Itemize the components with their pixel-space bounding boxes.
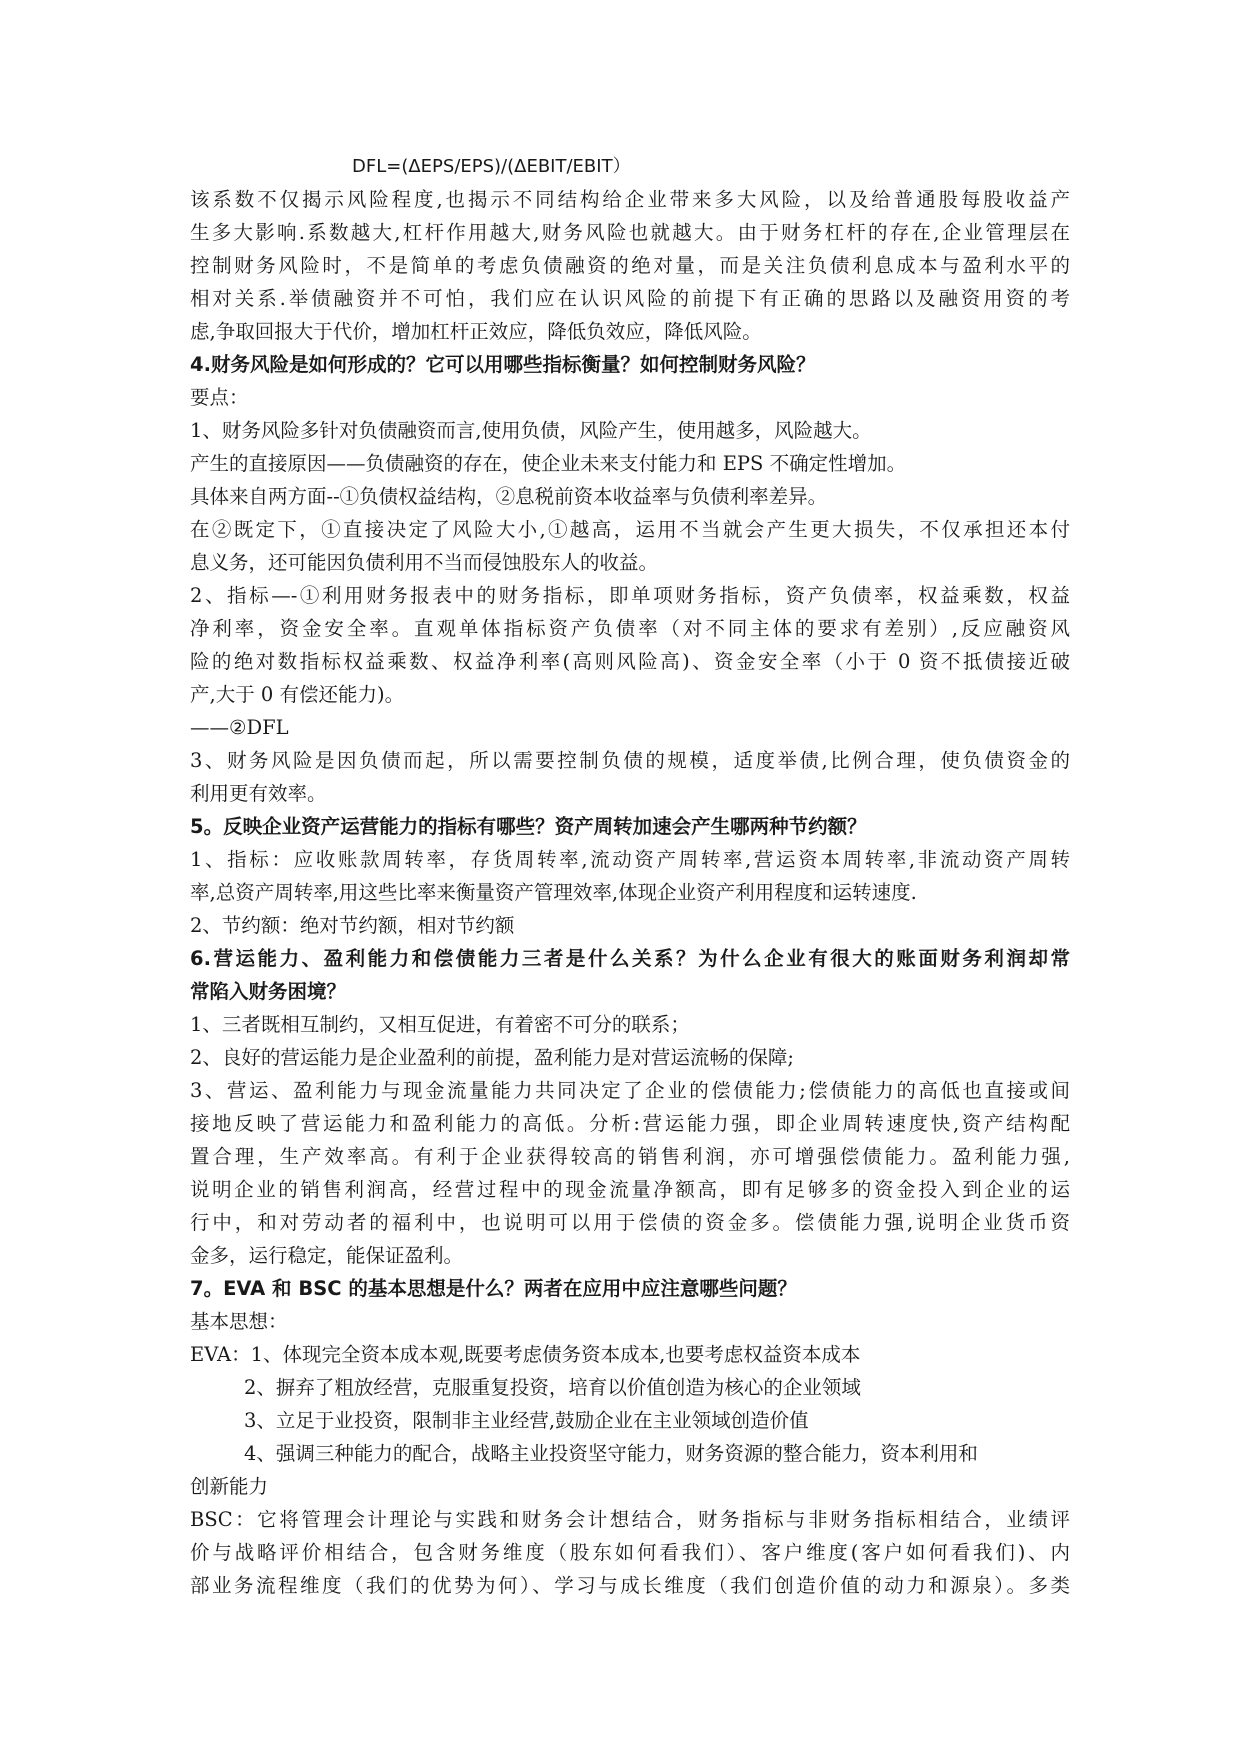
text-line: 4、强调三种能力的配合，战略主业投资坚守能力，财务资源的整合能力，资本利用和 <box>244 1442 978 1465</box>
text-line: 部业务流程维度（我们的优势为何）、学习与成长维度（我们创造价值的动力和源泉）。多类 <box>190 1574 1070 1597</box>
q6-answer-1: 1、三者既相互制约，又相互促进，有着密不可分的联系； <box>190 1013 690 1036</box>
text-line: 金多，运行稳定，能保证盈利。 <box>190 1244 464 1267</box>
bsc-paragraph <box>190 1503 1070 1602</box>
basic-idea-label: 基本思想： <box>190 1310 288 1333</box>
text-line: 控制财务风险时，不是简单的考虑负债融资的绝对量，而是关注负债利息成本与盈利水平的 <box>190 254 1070 277</box>
text-line: 虑,争取回报大于代价，增加杠杆正效应，降低负效应，降低风险。 <box>190 320 762 343</box>
question-6-heading <box>190 942 1070 1008</box>
q4-answer-1: 1、财务风险多针对负债融资而言,使用负债，风险产生，使用越多，风险越大。 <box>190 419 872 442</box>
text-line: 说明企业的销售利润高，经营过程中的现金流量净额高，即有足够多的资金投入到企业的运 <box>190 1178 1070 1201</box>
key-points-label: 要点： <box>190 386 249 409</box>
text-line: 息义务，还可能因负债利用不当而侵蚀股东人的收益。 <box>190 551 659 574</box>
q4-answer-dfl: ——②DFL <box>190 716 289 739</box>
text-line: 行中，和对劳动者的福利中，也说明可以用于偿债的资金多。偿债能力强,说明企业货币资 <box>190 1211 1070 1234</box>
text-line: 3、财务风险是因负债而起，所以需要控制负债的规模，适度举债,比例合理，使负债资金的 <box>190 749 1070 772</box>
text-line: 相对关系.举债融资并不可怕，我们应在认识风险的前提下有正确的思路以及融资用资的考 <box>190 287 1070 310</box>
text-line: 率,总资产周转率,用这些比率来衡量资产管理效率,体现企业资产利用程度和运转速度. <box>190 881 917 904</box>
text-line: 1、指标：应收账款周转率，存货周转率,流动资产周转率,营运资本周转率,非流动资产周转 <box>190 848 1070 871</box>
text-line: 利用更有效率。 <box>190 782 327 805</box>
text-line: 生多大影响.系数越大,杠杆作用越大,财务风险也就越大。由于财务杠杆的存在,企业管理层在 <box>190 221 1070 244</box>
text-line: 6.营运能力、盈利能力和偿债能力三者是什么关系？为什么企业有很大的账面财务利润却常 <box>190 947 1070 970</box>
text-line: BSC：它将管理会计理论与实践和财务会计想结合，财务指标与非财务指标相结合，业绩评 <box>190 1508 1070 1531</box>
q5-answer-2: 2、节约额：绝对节约额，相对节约额 <box>190 914 515 937</box>
text-line: 接地反映了营运能力和盈利能力的高低。分析:营运能力强，即企业周转速度快,资产结构配 <box>190 1112 1070 1135</box>
text-line: 2、指标—-①利用财务报表中的财务指标，即单项财务指标，资产负债率，权益乘数，权益 <box>190 584 1070 607</box>
eva-point-2: 2、摒弃了粗放经营，克服重复投资，培育以价值创造为核心的企业领域 <box>244 1376 861 1399</box>
text-line: 3、营运、盈利能力与现金流量能力共同决定了企业的偿债能力;偿债能力的高低也直接或间 <box>190 1079 1070 1102</box>
text-line: 价与战略评价相结合，包含财务维度（股东如何看我们）、客户维度(客户如何看我们)、内 <box>190 1541 1070 1564</box>
text-line: 险的绝对数指标权益乘数、权益净利率(高则风险高)、资金安全率（小于 0 资不抵债接近破 <box>190 650 1070 673</box>
q4-answer-2 <box>190 579 1070 711</box>
text-line: 在②既定下，①直接决定了风险大小,①越高，运用不当就会产生更大损失，不仅承担还本付 <box>190 518 1070 541</box>
q4-answer-cause: 产生的直接原因——负债融资的存在，使企业未来支付能力和 EPS 不确定性增加。 <box>190 452 907 475</box>
text-line: 常陷入财务困境？ <box>190 980 347 1003</box>
eva-point-4 <box>190 1437 1070 1503</box>
q5-answer-1 <box>190 843 1070 909</box>
q4-answer-3 <box>190 744 1070 810</box>
text-line: 产,大于 0 有偿还能力)。 <box>190 683 405 706</box>
q6-answer-3 <box>190 1074 1070 1272</box>
question-5-heading: 5。反映企业资产运营能力的指标有哪些？资产周转加速会产生哪两种节约额？ <box>190 815 867 838</box>
dfl-paragraph <box>190 183 1070 348</box>
document-content <box>190 150 1070 1602</box>
dfl-formula: DFL=(ΔEPS/EPS)/(ΔEBIT/EBIT） <box>352 156 631 177</box>
question-4-heading: 4.财务风险是如何形成的？它可以用哪些指标衡量？如何控制财务风险？ <box>190 353 816 376</box>
question-7-heading: 7。EVA 和 BSC 的基本思想是什么？两者在应用中应注意哪些问题？ <box>190 1277 797 1300</box>
eva-point-1: EVA：1、体现完全资本成本观,既要考虑债务资本成本,也要考虑权益资本成本 <box>190 1343 861 1366</box>
q4-answer-detail <box>190 513 1070 579</box>
text-line: 置合理，生产效率高。有利于企业获得较高的销售利润，亦可增强偿债能力。盈利能力强, <box>190 1145 1070 1168</box>
q4-answer-sources: 具体来自两方面--①负债权益结构，②息税前资本收益率与负债利率差异。 <box>190 485 828 508</box>
text-line: 创新能力 <box>190 1475 269 1498</box>
eva-point-3: 3、立足于业投资，限制非主业经营,鼓励企业在主业领域创造价值 <box>244 1409 809 1432</box>
text-line: 净利率，资金安全率。直观单体指标资产负债率（对不同主体的要求有差别）,反应融资风 <box>190 617 1070 640</box>
q6-answer-2: 2、良好的营运能力是企业盈利的前提，盈利能力是对营运流畅的保障; <box>190 1046 794 1069</box>
text-line: 该系数不仅揭示风险程度,也揭示不同结构给企业带来多大风险，以及给普通股每股收益产 <box>190 188 1070 211</box>
